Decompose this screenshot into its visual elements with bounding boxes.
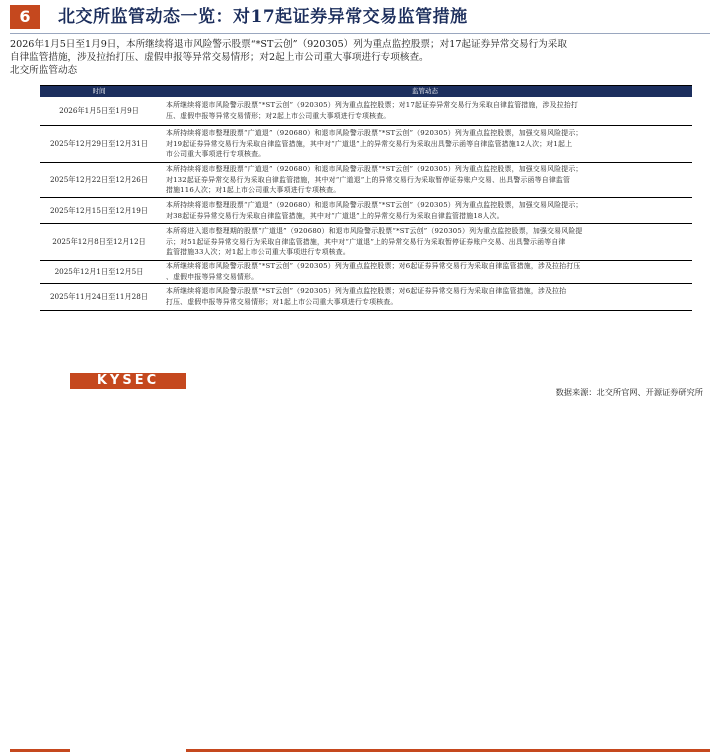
dynamics-line: 对38起证券异常交易行为采取自律监管措施，其中对“广道退”上的异常交易行为采取自律监管措施18人次。 [166,211,504,220]
slide-header [0,0,719,34]
section-label: 北交所监管动态 [10,65,78,76]
table-row [40,284,692,311]
row-time: 2025年12月15日至12月19日 [49,205,148,215]
dynamics-line: 市公司重大事项进行专项核查。 [166,150,266,159]
dynamics-line: 本所持续将退市整理股票“广道退”（920680）和退市风险警示股票“*ST云创”（920305）列为重点监控股票，加强交易风险提示； [166,129,583,138]
dynamics-line: 本所继续将退市风险警示股票“*ST云创”（920305）列为重点监控股票；对6起证券异常交易行为采取自律监管措施，涉及拉抬打压 [166,262,581,271]
title-divider [10,33,710,34]
dynamics-line: 监管措施33人次；对1起上市公司重大事项进行专项核查。 [166,248,350,257]
kysec-logo: KYSEC [70,373,186,389]
row-dynamics [158,284,692,310]
table-row [40,224,692,261]
dynamics-line: 压、虚假申报等异常交易情形；对2起上市公司重大事项进行专项核查。 [166,112,391,120]
header-dynamics: 监管动态 [412,87,438,95]
row-time: 2026年1月5日至1月9日 [59,106,139,115]
dynamics-line: 打压、虚假申报等异常交易情形；对1起上市公司重大事项进行专项核查。 [166,298,398,306]
dynamics-line: 对19起证券异常交易行为采取自律监管措施，其中对“广道退”上的异常交易行为采取出具警示函等自律监管措施12人次；对1起上 [166,139,573,148]
row-dynamics [158,261,692,283]
table-row [40,163,692,198]
row-time: 2025年12月22日至12月26日 [49,175,148,184]
table-row [40,97,692,126]
dynamics-line: 本所继续将退市风险警示股票“*ST云创”（920305）列为重点监控股票；对17起证券异常交易行为采取自律监管措施，涉及拉抬打 [166,101,579,110]
dynamics-line: 措施116人次；对1起上市公司重大事项进行专项核查。 [166,186,341,195]
row-dynamics [158,163,692,197]
row-dynamics [158,97,692,125]
row-dynamics [158,198,692,223]
row-dynamics [158,126,692,162]
table-row [40,126,692,163]
regulatory-table [40,85,692,311]
row-time: 2025年12月29日至12月31日 [49,139,148,148]
dynamics-line: 、虚假申报等异常交易情形。 [166,273,259,281]
dynamics-line: 本所持续将退市整理股票“广道退”（920680）和退市风险警示股票“*ST云创”（920305）列为重点监控股票，加强交易风险提示； [166,200,583,209]
page-title: 北交所监管动态一览：对17起证券异常交易监管措施 [58,7,468,27]
table-header [40,86,692,97]
data-source: 数据来源：北交所官网、开源证券研究所 [555,387,703,397]
dynamics-line: 对132起证券异常交易行为采取自律监管措施，其中对“广道退”上的异常交易行为采取暂停证券账户交易、出具警示函等自律监管 [166,175,571,184]
intro-line: 2026年1月5日至1月9日，本所继续将退市风险警示股票“*ST云创”（920305）列为重点监控股票；对17起证券异常交易行为采取 [10,39,567,50]
header-time: 时间 [92,87,106,95]
intro-line: 自律监管措施，涉及拉抬打压、虚假申报等异常交易情形；对2起上市公司重大事项进行专项核查。 [10,52,429,63]
dynamics-line: 本所继续将退市风险警示股票“*ST云创”（920305）列为重点监控股票；对6起证券异常交易行为采取自律监管措施，涉及拉抬 [166,287,567,296]
intro-text [10,38,710,77]
table-row [40,198,692,224]
row-time: 2025年12月8日至12月12日 [52,237,146,246]
dynamics-line: 本所持续将退市整理股票“广道退”（920680）和退市风险警示股票“*ST云创”（920305）列为重点监控股票，加强交易风险提示； [166,165,583,174]
dynamics-line: 示；对51起证券异常交易行为采取自律监管措施，其中对“广道退”上的异常交易行为采取暂停证券账户交易、出具警示函等自律 [166,237,566,246]
row-dynamics [158,224,692,260]
row-time: 2025年12月1日至12月5日 [54,267,144,276]
table-row [40,261,692,284]
row-time: 2025年11月24日至11月28日 [49,292,148,301]
page-number: 6 [10,5,40,29]
dynamics-line: 本所将进入退市整理期的股票“广道退”（920680）和退市风险警示股票“*ST云创”（920305）列为重点监控股票，加强交易风险提 [166,227,583,236]
